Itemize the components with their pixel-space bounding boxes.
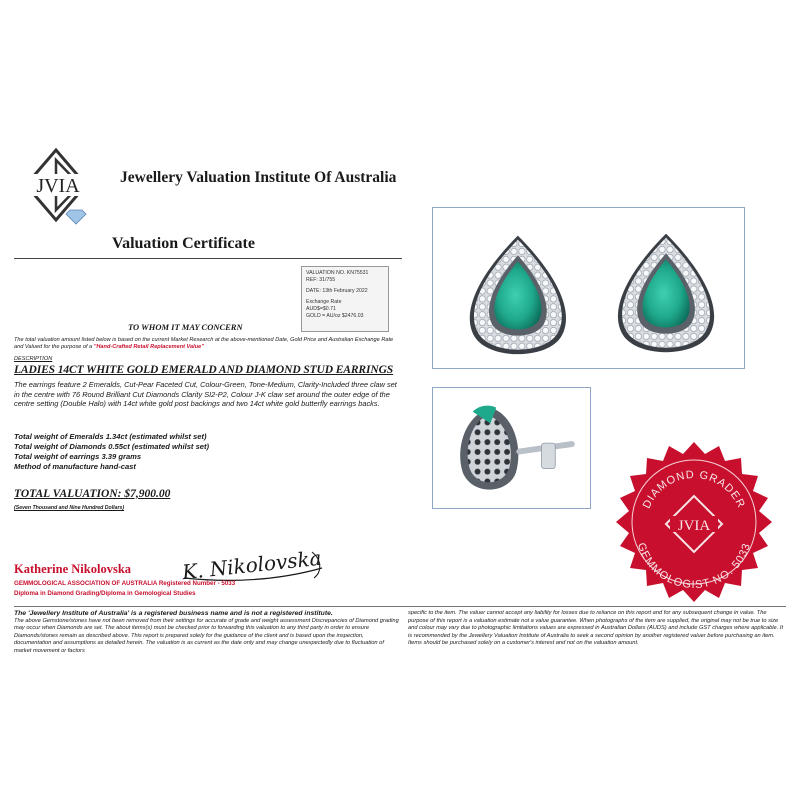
logo-text: JVIA: [36, 175, 80, 197]
valuer-diploma: Diploma in Diamond Grading/Diploma in Gemological Studies: [14, 590, 196, 597]
intro-paragraph: [14, 337, 394, 351]
weight-emeralds: Total weight of Emeralds 1.34ct (estimated whilst set): [14, 432, 207, 441]
valuation-purpose: "Hand-Crafted Retail Replacement Value": [93, 344, 204, 351]
aud-rate: AUD$=$0.71: [306, 306, 336, 312]
reference-number: REF: 31/755: [306, 277, 336, 283]
certificate-title: Valuation Certificate: [112, 235, 255, 252]
reference-box: [301, 266, 389, 332]
earrings-front-photo: [432, 207, 745, 369]
salutation: TO WHOM IT MAY CONCERN: [128, 322, 243, 332]
footer-disclaimer-left: [14, 610, 399, 656]
earring-left: [470, 236, 566, 355]
exchange-rate-label: Exchange Rate: [306, 299, 342, 305]
valuation-number: VALUATION NO. KN75531: [306, 270, 369, 276]
total-valuation: TOTAL VALUATION: $7,900.00: [14, 488, 171, 500]
item-title: LADIES 14CT WHITE GOLD EMERALD AND DIAMOND STUD EARRINGS: [14, 364, 394, 376]
seal-top-text: DIAMOND GRADER: [640, 468, 748, 511]
seal-center-text: JVIA: [677, 518, 711, 534]
intro-text: The total valuation amount listed below is based on the current Market Research at the above-mentioned Date, Gold Price and Australian Exchange Rate and Valued for the purpose of a: [14, 337, 394, 351]
footer-lead: The 'Jewellery Institute of Australia' is a registered business name and is not a registered institute.: [14, 610, 333, 617]
footer-left-text: The above Gemstone/stones have not been removed from their settings for accurate of grade and weight assessment Discrepancies of Diamond grading may occur when Diamonds are set. The about items(s) must be checked prior to forwarding this valuation to any third party in order to ensure Diamonds/stones remain as described above. This report is prepared solely for the guidance of the client and is based upon the inspection, documentation and assumptions as detailed herein. The valuation is as current as the date only and may change unexpectedly due to fluctuation of market movement or factors: [14, 617, 399, 654]
weight-earrings: Total weight of earrings 3.39 grams: [14, 452, 142, 461]
gold-rate: GOLD = AU/oz $2476.03: [306, 313, 364, 319]
valuer-name: Katherine Nikolovska: [14, 562, 132, 576]
seal-bottom-text: GEMMOLOGIST NO. 5033: [634, 541, 754, 592]
manufacture-method: Method of manufacture hand-cast: [14, 462, 136, 471]
total-in-words: (Seven Thousand and Nine Hundred Dollars): [14, 505, 125, 511]
weight-diamonds: Total weight of Diamonds 0.55ct (estimated whilst set): [14, 442, 210, 451]
valuer-association: GEMMOLOGICAL ASSOCIATION OF AUSTRALIA Registered Number - 5033: [14, 580, 236, 587]
description-heading: DESCRIPTION: [14, 356, 53, 362]
gemmologist-seal: [606, 438, 782, 614]
jvia-logo: [18, 140, 108, 230]
footer-disclaimer-right: specific to the item. The valuer cannot accept any liability for losses due to reliance on this report and for any subsequent change in value. The purpose of this report is a valuation estimate not a value guarantee. When photographs of the item are supplied, the original may not be true to size and colour may vary due to photographic limitations values are expressed in Australian Dollars (AUDS) and include GST charges where applicable. It is recommended by the Jewellery Valuation Institute of Australia to seek a second opinion by another registered valuer before purchasing an item. Items should be purchased solely on a customer's interest and not on the valuation amount.: [408, 610, 784, 647]
valuation-date: DATE: 13th February 2022: [306, 288, 368, 294]
earring-side-photo: [432, 387, 591, 509]
item-description: The earrings feature 2 Emeralds, Cut-Pear Faceted Cut, Colour-Green, Tone-Medium, Clarity-Included three claw set in the centre with 76 Round Brilliant Cut Diamonds Clarity SI2-P2, Colour J-K claw set around the outer edge of the centre setting (Double Halo) with 14ct white gold post backings and two 14ct white gold butterfly earrings backs.: [14, 380, 397, 409]
signature-text: K. Nikolovska: [181, 545, 323, 585]
earring-right: [618, 234, 714, 353]
org-name: Jewellery Valuation Institute Of Australia: [120, 169, 397, 186]
weights-list: [14, 432, 209, 472]
title-divider: [14, 258, 402, 259]
